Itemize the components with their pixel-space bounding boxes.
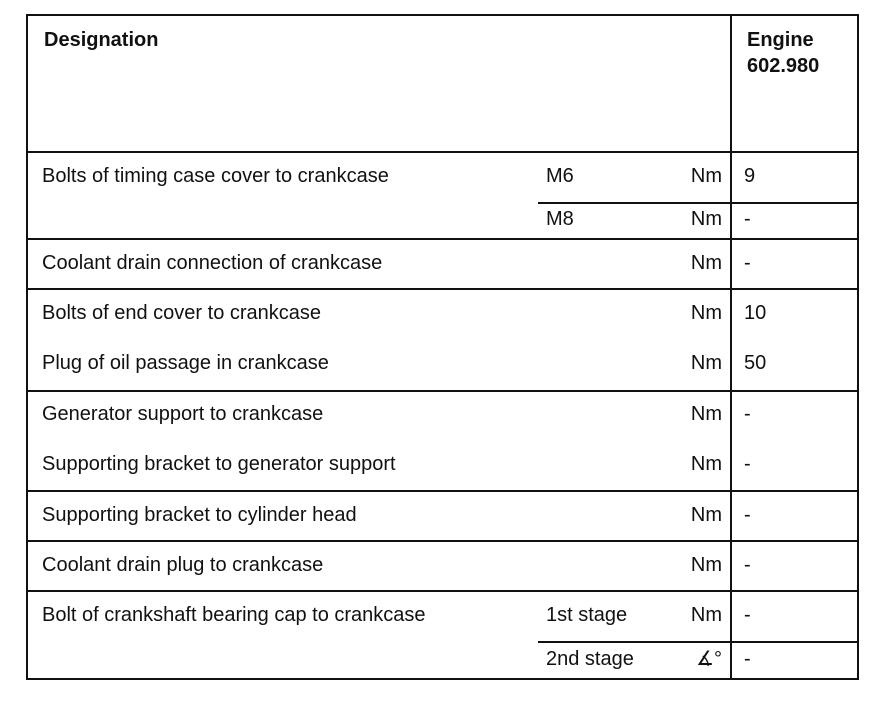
row-designation: Supporting bracket to cylinder head [42, 504, 357, 526]
row-unit: Nm [690, 403, 722, 425]
row-unit: Nm [690, 504, 722, 526]
header-engine-number: 602.980 [747, 55, 820, 77]
row-unit: Nm [690, 554, 722, 576]
row-unit: Nm [690, 604, 722, 626]
row-divider [26, 390, 859, 392]
row-unit: Nm [690, 302, 722, 324]
angle-unit: ∡° [696, 648, 722, 670]
row-designation: Bolts of timing case cover to crankcase [42, 165, 389, 187]
row-designation: Bolts of end cover to crankcase [42, 302, 322, 324]
row-designation: Coolant drain plug to crankcase [42, 554, 324, 576]
table-border-left [26, 14, 28, 680]
row-value: - [744, 208, 751, 230]
row-value: - [744, 504, 751, 526]
row-designation: Supporting bracket to generator support [42, 453, 396, 475]
row-value: - [744, 403, 751, 425]
row-designation: Bolt of crankshaft bearing cap to crankcase [42, 604, 426, 626]
table-border-bottom [26, 678, 859, 680]
row-unit: Nm [690, 252, 722, 274]
row-value: - [744, 554, 751, 576]
row-divider [26, 288, 859, 290]
row-value: 9 [744, 165, 756, 187]
row-designation: Generator support to crankcase [42, 403, 324, 425]
row-designation: Plug of oil passage in crankcase [42, 352, 329, 374]
row-spec: M8 [546, 208, 574, 230]
table-border-right [857, 14, 859, 680]
header-divider [26, 151, 859, 153]
row-divider [26, 590, 859, 592]
sub-row-divider [538, 641, 859, 643]
row-value: - [744, 648, 751, 670]
row-divider [26, 490, 859, 492]
row-unit: Nm [690, 352, 722, 374]
row-value: 50 [744, 352, 767, 374]
row-value: - [744, 604, 751, 626]
table-border-top [26, 14, 859, 16]
row-unit: Nm [690, 165, 722, 187]
row-spec: 2nd stage [546, 648, 634, 670]
row-spec: M6 [546, 165, 574, 187]
header-engine-label: Engine [747, 29, 814, 51]
row-unit: Nm [690, 208, 722, 230]
row-divider [26, 540, 859, 542]
row-value: - [744, 252, 751, 274]
row-value: - [744, 453, 751, 475]
row-spec: 1st stage [546, 604, 628, 626]
sub-row-divider [538, 202, 859, 204]
header-designation: Designation [44, 29, 159, 51]
row-value: 10 [744, 302, 767, 324]
row-unit: Nm [690, 453, 722, 475]
engine-column-divider [730, 14, 732, 680]
row-designation: Coolant drain connection of crankcase [42, 252, 383, 274]
row-divider [26, 238, 859, 240]
